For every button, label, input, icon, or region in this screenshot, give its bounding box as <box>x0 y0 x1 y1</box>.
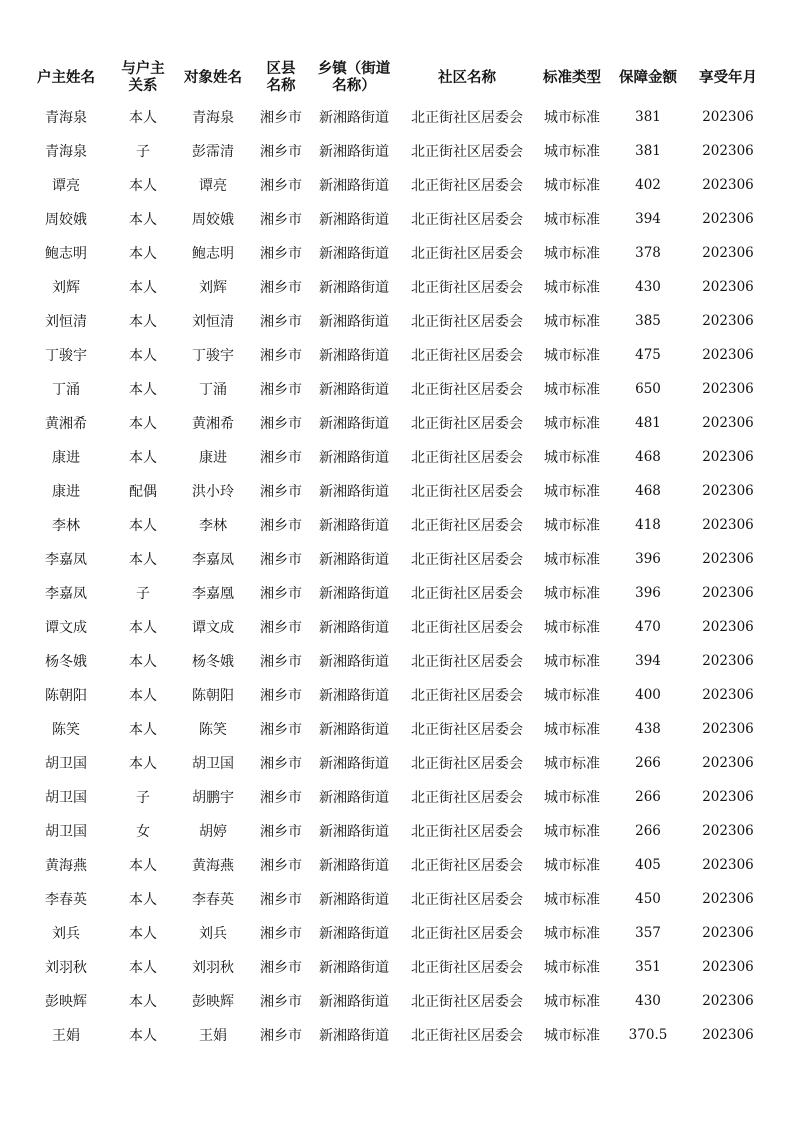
township-cell: 新湘路街道 <box>319 586 389 602</box>
relation-cell: 本人 <box>129 348 157 364</box>
amount-cell: 394 <box>635 211 661 227</box>
month-cell: 202306 <box>702 313 754 329</box>
relation-cell: 本人 <box>129 314 157 330</box>
county-cell: 湘乡市 <box>260 586 302 602</box>
relation-cell: 本人 <box>129 654 157 670</box>
county-cell: 湘乡市 <box>260 960 302 976</box>
community-cell: 北正街社区居委会 <box>411 654 523 670</box>
amount-cell: 470 <box>635 619 661 635</box>
recipient-name-cell: 丁涌 <box>199 382 227 398</box>
community-cell: 北正街社区居委会 <box>411 144 523 160</box>
householder-name-cell: 谭亮 <box>52 178 80 194</box>
header-community: 社区名称 <box>438 69 496 86</box>
table-row <box>20 610 768 644</box>
header-relation: 与户主 关系 <box>121 61 165 94</box>
standard-type-cell: 城市标准 <box>544 110 600 126</box>
table-row <box>20 576 768 610</box>
householder-name-cell: 黄海燕 <box>45 858 87 874</box>
table-row <box>20 542 768 576</box>
township-cell: 新湘路街道 <box>319 892 389 908</box>
county-cell: 湘乡市 <box>260 144 302 160</box>
header-recipient-name: 对象姓名 <box>184 69 242 86</box>
county-cell: 湘乡市 <box>260 416 302 432</box>
recipient-name-cell: 彭映辉 <box>192 994 234 1010</box>
householder-name-cell: 胡卫国 <box>45 790 87 806</box>
county-cell: 湘乡市 <box>260 246 302 262</box>
relation-cell: 子 <box>136 144 150 160</box>
amount-cell: 370.5 <box>628 1027 668 1043</box>
county-cell: 湘乡市 <box>260 858 302 874</box>
month-cell: 202306 <box>702 415 754 431</box>
standard-type-cell: 城市标准 <box>544 280 600 296</box>
recipient-name-cell: 刘恒清 <box>192 314 234 330</box>
standard-type-cell: 城市标准 <box>544 212 600 228</box>
amount-cell: 468 <box>635 449 661 465</box>
month-cell: 202306 <box>702 245 754 261</box>
community-cell: 北正街社区居委会 <box>411 178 523 194</box>
standard-type-cell: 城市标准 <box>544 484 600 500</box>
standard-type-cell: 城市标准 <box>544 790 600 806</box>
community-cell: 北正街社区居委会 <box>411 280 523 296</box>
county-cell: 湘乡市 <box>260 1028 302 1044</box>
recipient-name-cell: 陈朝阳 <box>192 688 234 704</box>
county-cell: 湘乡市 <box>260 518 302 534</box>
table-row <box>20 236 768 270</box>
month-cell: 202306 <box>702 755 754 771</box>
standard-type-cell: 城市标准 <box>544 926 600 942</box>
community-cell: 北正街社区居委会 <box>411 518 523 534</box>
relation-cell: 本人 <box>129 994 157 1010</box>
recipient-name-cell: 李嘉凤 <box>192 552 234 568</box>
township-cell: 新湘路街道 <box>319 246 389 262</box>
township-cell: 新湘路街道 <box>319 450 389 466</box>
amount-cell: 481 <box>635 415 661 431</box>
relation-cell: 子 <box>136 586 150 602</box>
table-row <box>20 678 768 712</box>
householder-name-cell: 刘辉 <box>52 280 80 296</box>
amount-cell: 396 <box>635 551 661 567</box>
county-cell: 湘乡市 <box>260 892 302 908</box>
table-row <box>20 1018 768 1052</box>
table-row <box>20 474 768 508</box>
county-cell: 湘乡市 <box>260 484 302 500</box>
assistance-table <box>20 56 768 1052</box>
recipient-name-cell: 刘兵 <box>199 926 227 942</box>
table-row <box>20 440 768 474</box>
standard-type-cell: 城市标准 <box>544 892 600 908</box>
relation-cell: 本人 <box>129 450 157 466</box>
community-cell: 北正街社区居委会 <box>411 212 523 228</box>
township-cell: 新湘路街道 <box>319 348 389 364</box>
community-cell: 北正街社区居委会 <box>411 926 523 942</box>
table-row <box>20 746 768 780</box>
county-cell: 湘乡市 <box>260 348 302 364</box>
recipient-name-cell: 王娟 <box>199 1028 227 1044</box>
amount-cell: 450 <box>635 891 661 907</box>
county-cell: 湘乡市 <box>260 654 302 670</box>
header-month: 享受年月 <box>699 69 757 86</box>
township-cell: 新湘路街道 <box>319 790 389 806</box>
header-standard-type: 标准类型 <box>543 69 601 86</box>
relation-cell: 本人 <box>129 858 157 874</box>
standard-type-cell: 城市标准 <box>544 824 600 840</box>
standard-type-cell: 城市标准 <box>544 246 600 262</box>
header-amount: 保障金额 <box>619 69 677 86</box>
householder-name-cell: 胡卫国 <box>45 824 87 840</box>
householder-name-cell: 丁涌 <box>52 382 80 398</box>
county-cell: 湘乡市 <box>260 178 302 194</box>
month-cell: 202306 <box>702 619 754 635</box>
recipient-name-cell: 康进 <box>199 450 227 466</box>
householder-name-cell: 刘兵 <box>52 926 80 942</box>
community-cell: 北正街社区居委会 <box>411 246 523 262</box>
relation-cell: 本人 <box>129 926 157 942</box>
householder-name-cell: 康进 <box>52 484 80 500</box>
township-cell: 新湘路街道 <box>319 144 389 160</box>
community-cell: 北正街社区居委会 <box>411 892 523 908</box>
standard-type-cell: 城市标准 <box>544 416 600 432</box>
relation-cell: 本人 <box>129 246 157 262</box>
county-cell: 湘乡市 <box>260 994 302 1010</box>
standard-type-cell: 城市标准 <box>544 314 600 330</box>
standard-type-cell: 城市标准 <box>544 382 600 398</box>
community-cell: 北正街社区居委会 <box>411 314 523 330</box>
table-row <box>20 372 768 406</box>
month-cell: 202306 <box>702 279 754 295</box>
header-row <box>20 56 768 100</box>
amount-cell: 378 <box>635 245 661 261</box>
relation-cell: 本人 <box>129 892 157 908</box>
month-cell: 202306 <box>702 483 754 499</box>
standard-type-cell: 城市标准 <box>544 858 600 874</box>
month-cell: 202306 <box>702 143 754 159</box>
amount-cell: 475 <box>635 347 661 363</box>
county-cell: 湘乡市 <box>260 824 302 840</box>
relation-cell: 本人 <box>129 960 157 976</box>
township-cell: 新湘路街道 <box>319 382 389 398</box>
amount-cell: 405 <box>635 857 661 873</box>
township-cell: 新湘路街道 <box>319 1028 389 1044</box>
community-cell: 北正街社区居委会 <box>411 688 523 704</box>
county-cell: 湘乡市 <box>260 926 302 942</box>
standard-type-cell: 城市标准 <box>544 586 600 602</box>
county-cell: 湘乡市 <box>260 620 302 636</box>
table-row <box>20 338 768 372</box>
standard-type-cell: 城市标准 <box>544 348 600 364</box>
recipient-name-cell: 鲍志明 <box>192 246 234 262</box>
householder-name-cell: 李林 <box>52 518 80 534</box>
standard-type-cell: 城市标准 <box>544 756 600 772</box>
county-cell: 湘乡市 <box>260 110 302 126</box>
header-householder-name: 户主姓名 <box>37 69 95 86</box>
relation-cell: 本人 <box>129 416 157 432</box>
householder-name-cell: 杨冬娥 <box>45 654 87 670</box>
standard-type-cell: 城市标准 <box>544 552 600 568</box>
township-cell: 新湘路街道 <box>319 416 389 432</box>
amount-cell: 266 <box>635 789 661 805</box>
relation-cell: 本人 <box>129 688 157 704</box>
community-cell: 北正街社区居委会 <box>411 416 523 432</box>
month-cell: 202306 <box>702 211 754 227</box>
township-cell: 新湘路街道 <box>319 756 389 772</box>
township-cell: 新湘路街道 <box>319 552 389 568</box>
community-cell: 北正街社区居委会 <box>411 110 523 126</box>
recipient-name-cell: 胡鹏宇 <box>192 790 234 806</box>
table-row <box>20 134 768 168</box>
householder-name-cell: 丁骏宇 <box>45 348 87 364</box>
header-county: 区县 名称 <box>266 61 296 94</box>
table-row <box>20 848 768 882</box>
householder-name-cell: 李嘉凤 <box>45 586 87 602</box>
community-cell: 北正街社区居委会 <box>411 858 523 874</box>
month-cell: 202306 <box>702 347 754 363</box>
month-cell: 202306 <box>702 959 754 975</box>
householder-name-cell: 李春英 <box>45 892 87 908</box>
householder-name-cell: 周姣娥 <box>45 212 87 228</box>
community-cell: 北正街社区居委会 <box>411 722 523 738</box>
table-row <box>20 508 768 542</box>
township-cell: 新湘路街道 <box>319 280 389 296</box>
recipient-name-cell: 陈笑 <box>199 722 227 738</box>
householder-name-cell: 王娟 <box>52 1028 80 1044</box>
amount-cell: 394 <box>635 653 661 669</box>
county-cell: 湘乡市 <box>260 382 302 398</box>
county-cell: 湘乡市 <box>260 790 302 806</box>
table-body <box>20 100 768 1052</box>
table-row <box>20 168 768 202</box>
community-cell: 北正街社区居委会 <box>411 790 523 806</box>
recipient-name-cell: 黄海燕 <box>192 858 234 874</box>
month-cell: 202306 <box>702 721 754 737</box>
table-row <box>20 984 768 1018</box>
table-row <box>20 882 768 916</box>
table-row <box>20 644 768 678</box>
relation-cell: 本人 <box>129 110 157 126</box>
relation-cell: 本人 <box>129 552 157 568</box>
township-cell: 新湘路街道 <box>319 314 389 330</box>
relation-cell: 本人 <box>129 212 157 228</box>
relation-cell: 本人 <box>129 280 157 296</box>
county-cell: 湘乡市 <box>260 756 302 772</box>
township-cell: 新湘路街道 <box>319 654 389 670</box>
community-cell: 北正街社区居委会 <box>411 620 523 636</box>
month-cell: 202306 <box>702 925 754 941</box>
standard-type-cell: 城市标准 <box>544 1028 600 1044</box>
table-row <box>20 100 768 134</box>
relation-cell: 本人 <box>129 722 157 738</box>
householder-name-cell: 黄湘希 <box>45 416 87 432</box>
relation-cell: 配偶 <box>129 484 157 500</box>
amount-cell: 468 <box>635 483 661 499</box>
table-row <box>20 916 768 950</box>
relation-cell: 子 <box>136 790 150 806</box>
householder-name-cell: 康进 <box>52 450 80 466</box>
county-cell: 湘乡市 <box>260 450 302 466</box>
table-row <box>20 406 768 440</box>
township-cell: 新湘路街道 <box>319 722 389 738</box>
recipient-name-cell: 周姣娥 <box>192 212 234 228</box>
community-cell: 北正街社区居委会 <box>411 484 523 500</box>
standard-type-cell: 城市标准 <box>544 178 600 194</box>
community-cell: 北正街社区居委会 <box>411 450 523 466</box>
householder-name-cell: 刘恒清 <box>45 314 87 330</box>
recipient-name-cell: 刘辉 <box>199 280 227 296</box>
amount-cell: 438 <box>635 721 661 737</box>
amount-cell: 381 <box>635 109 661 125</box>
amount-cell: 266 <box>635 823 661 839</box>
recipient-name-cell: 李林 <box>199 518 227 534</box>
township-cell: 新湘路街道 <box>319 620 389 636</box>
county-cell: 湘乡市 <box>260 552 302 568</box>
householder-name-cell: 陈笑 <box>52 722 80 738</box>
standard-type-cell: 城市标准 <box>544 518 600 534</box>
standard-type-cell: 城市标准 <box>544 654 600 670</box>
householder-name-cell: 刘羽秋 <box>45 960 87 976</box>
community-cell: 北正街社区居委会 <box>411 824 523 840</box>
recipient-name-cell: 胡卫国 <box>192 756 234 772</box>
amount-cell: 381 <box>635 143 661 159</box>
standard-type-cell: 城市标准 <box>544 144 600 160</box>
township-cell: 新湘路街道 <box>319 858 389 874</box>
month-cell: 202306 <box>702 1027 754 1043</box>
amount-cell: 418 <box>635 517 661 533</box>
standard-type-cell: 城市标准 <box>544 994 600 1010</box>
recipient-name-cell: 杨冬娥 <box>192 654 234 670</box>
recipient-name-cell: 李春英 <box>192 892 234 908</box>
householder-name-cell: 彭映辉 <box>45 994 87 1010</box>
township-cell: 新湘路街道 <box>319 994 389 1010</box>
recipient-name-cell: 丁骏宇 <box>192 348 234 364</box>
standard-type-cell: 城市标准 <box>544 688 600 704</box>
community-cell: 北正街社区居委会 <box>411 994 523 1010</box>
township-cell: 新湘路街道 <box>319 824 389 840</box>
month-cell: 202306 <box>702 517 754 533</box>
county-cell: 湘乡市 <box>260 212 302 228</box>
amount-cell: 385 <box>635 313 661 329</box>
township-cell: 新湘路街道 <box>319 960 389 976</box>
month-cell: 202306 <box>702 109 754 125</box>
amount-cell: 430 <box>635 279 661 295</box>
township-cell: 新湘路街道 <box>319 926 389 942</box>
township-cell: 新湘路街道 <box>319 688 389 704</box>
county-cell: 湘乡市 <box>260 722 302 738</box>
table-row <box>20 950 768 984</box>
month-cell: 202306 <box>702 585 754 601</box>
month-cell: 202306 <box>702 891 754 907</box>
month-cell: 202306 <box>702 177 754 193</box>
amount-cell: 650 <box>635 381 661 397</box>
table-row <box>20 780 768 814</box>
township-cell: 新湘路街道 <box>319 178 389 194</box>
householder-name-cell: 鲍志明 <box>45 246 87 262</box>
month-cell: 202306 <box>702 653 754 669</box>
county-cell: 湘乡市 <box>260 688 302 704</box>
relation-cell: 本人 <box>129 1028 157 1044</box>
recipient-name-cell: 彭霈清 <box>192 144 234 160</box>
county-cell: 湘乡市 <box>260 314 302 330</box>
recipient-name-cell: 谭亮 <box>199 178 227 194</box>
county-cell: 湘乡市 <box>260 280 302 296</box>
householder-name-cell: 青海泉 <box>45 144 87 160</box>
table-row <box>20 270 768 304</box>
community-cell: 北正街社区居委会 <box>411 382 523 398</box>
amount-cell: 400 <box>635 687 661 703</box>
amount-cell: 266 <box>635 755 661 771</box>
relation-cell: 本人 <box>129 756 157 772</box>
standard-type-cell: 城市标准 <box>544 722 600 738</box>
community-cell: 北正街社区居委会 <box>411 552 523 568</box>
recipient-name-cell: 青海泉 <box>192 110 234 126</box>
standard-type-cell: 城市标准 <box>544 620 600 636</box>
recipient-name-cell: 刘羽秋 <box>192 960 234 976</box>
recipient-name-cell: 谭文成 <box>192 620 234 636</box>
community-cell: 北正街社区居委会 <box>411 960 523 976</box>
community-cell: 北正街社区居委会 <box>411 348 523 364</box>
householder-name-cell: 胡卫国 <box>45 756 87 772</box>
community-cell: 北正街社区居委会 <box>411 1028 523 1044</box>
amount-cell: 351 <box>635 959 661 975</box>
householder-name-cell: 陈朝阳 <box>45 688 87 704</box>
amount-cell: 402 <box>635 177 661 193</box>
standard-type-cell: 城市标准 <box>544 450 600 466</box>
township-cell: 新湘路街道 <box>319 110 389 126</box>
table-row <box>20 304 768 338</box>
householder-name-cell: 谭文成 <box>45 620 87 636</box>
householder-name-cell: 李嘉凤 <box>45 552 87 568</box>
community-cell: 北正街社区居委会 <box>411 586 523 602</box>
relation-cell: 本人 <box>129 178 157 194</box>
amount-cell: 357 <box>635 925 661 941</box>
householder-name-cell: 青海泉 <box>45 110 87 126</box>
month-cell: 202306 <box>702 789 754 805</box>
standard-type-cell: 城市标准 <box>544 960 600 976</box>
month-cell: 202306 <box>702 687 754 703</box>
month-cell: 202306 <box>702 857 754 873</box>
month-cell: 202306 <box>702 551 754 567</box>
amount-cell: 396 <box>635 585 661 601</box>
township-cell: 新湘路街道 <box>319 212 389 228</box>
table-row <box>20 202 768 236</box>
table-row <box>20 814 768 848</box>
recipient-name-cell: 黄湘希 <box>192 416 234 432</box>
recipient-name-cell: 胡婷 <box>199 824 227 840</box>
township-cell: 新湘路街道 <box>319 518 389 534</box>
community-cell: 北正街社区居委会 <box>411 756 523 772</box>
header-township: 乡镇（街道 名称） <box>317 61 391 94</box>
relation-cell: 本人 <box>129 620 157 636</box>
relation-cell: 本人 <box>129 518 157 534</box>
recipient-name-cell: 洪小玲 <box>192 484 234 500</box>
relation-cell: 本人 <box>129 382 157 398</box>
month-cell: 202306 <box>702 823 754 839</box>
month-cell: 202306 <box>702 381 754 397</box>
month-cell: 202306 <box>702 449 754 465</box>
table-row <box>20 712 768 746</box>
township-cell: 新湘路街道 <box>319 484 389 500</box>
relation-cell: 女 <box>136 824 150 840</box>
amount-cell: 430 <box>635 993 661 1009</box>
recipient-name-cell: 李嘉凰 <box>192 586 234 602</box>
month-cell: 202306 <box>702 993 754 1009</box>
